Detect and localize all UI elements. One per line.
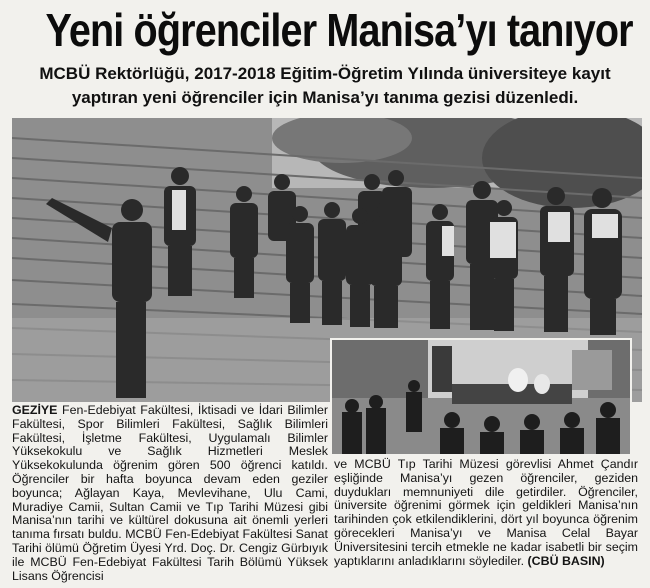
museum-photo: [330, 338, 632, 456]
article-credit: (CBÜ BASIN): [527, 553, 605, 568]
article-right-column: [334, 458, 638, 568]
deck-subheading: MCBÜ Rektörlüğü, 2017-2018 Eğitim-Öğretim Yılında üniversiteye kayıt yaptıran yeni öğrenciler için Manisa’yı tanıma gezisi düzenledi.: [39, 64, 611, 107]
headline: Yeni öğrenciler Manisa’yı tanıyor: [45, 4, 633, 56]
article-left-column: [12, 404, 328, 583]
article-lead-word: GEZİYE: [12, 403, 58, 417]
article-right-text: ve MCBÜ Tıp Tarihi Müzesi görevlisi Ahmet Çandır eşliğinde Manisa’yı gezen öğrenciler, geziden duydukları memnuniyeti dile getirdiler. Öğrenciler, üniversite öğrenimi görmek için geldikleri Manisa’nın tarihinden çok etkilendiklerini, dört yıl boyunca öğrenim görecekleri Manisa’yı ve Manisa Celal Bayar Üniversitesini tercih etmekle ne kadar isabetli bir seçim yaptıklarını anladıklarını söylediler.: [334, 457, 638, 568]
article-left-text: Fen-Edebiyat Fakültesi, İktisadi ve İdari Bilimler Fakültesi, Spor Bilimleri Fakültesi, Sağlık Bilimleri Fakültesi, İşletme Fakültesi, Uygulamalı Bilimler Yüksekokulu ve Sağlık Hizmetleri Meslek Yüksekokulunda öğrenim gören 500 öğrenci katıldı. Öğrenciler bir hafta boyunca devam eden geziler boyunca; Ağlayan Kaya, Mevlevihane, Ulu Cami, Muradiye Camii, Sultan Camii ve Tıp Tarihi Müzesi gibi Manisa’nın tarihi ve kültürel dokusuna ait önemli yerleri tanıma fırsatı buldu. MCBÜ Fen-Edebiyat Fakültesi Sanat Tarihi ölümü Öğretim Üyesi Yrd. Doç. Dr. Cengiz Gürbıyık ile MCBÜ Fen-Edebiyat Fakültesi Tarih Bölümü Yüksek Lisans Öğrencisi: [12, 403, 328, 583]
